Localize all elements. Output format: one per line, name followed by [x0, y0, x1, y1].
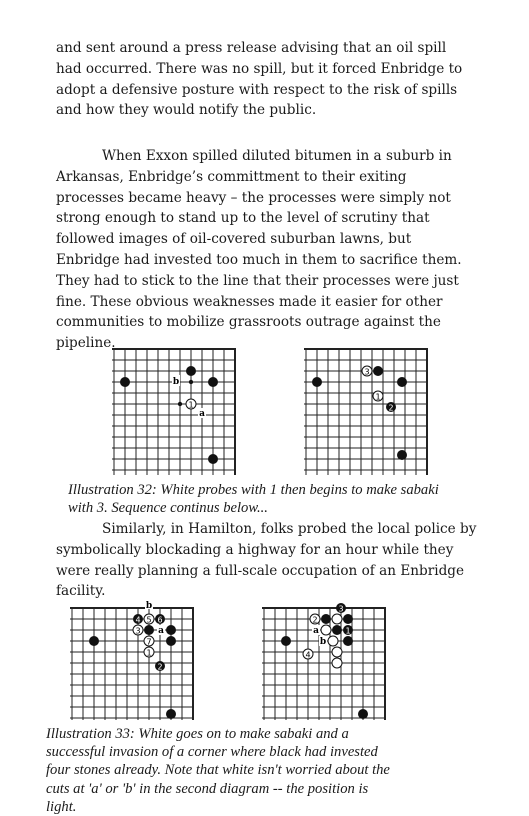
move-number-label: 2 — [312, 615, 318, 625]
move-number-label: 3 — [135, 626, 141, 636]
move-number-label: 1 — [345, 626, 351, 636]
black-stone — [144, 625, 154, 635]
black-stone — [397, 450, 407, 460]
black-stone — [89, 636, 99, 646]
move-number-label: 1 — [375, 392, 381, 402]
white-stone — [332, 614, 342, 624]
caption-illustration-33: Illustration 33: White goes on to make sabaki and a successful invasion of a corner where black had invested four stones already. Note that white isn't worried about the cuts at 'a' or 'b' in the second diagram -- the position is light. — [46, 726, 390, 815]
point-label-a: a — [313, 626, 319, 636]
black-stone — [373, 366, 383, 376]
move-number-label: 1 — [188, 400, 194, 410]
board-grid — [70, 608, 194, 720]
move-number-label: 2 — [157, 662, 163, 672]
white-stone — [328, 636, 338, 646]
move-number-label: 2 — [388, 403, 394, 413]
black-stone — [397, 377, 407, 387]
star-point — [178, 402, 182, 406]
move-number-label: 1 — [146, 648, 152, 658]
black-stone — [332, 625, 342, 635]
black-stone — [312, 377, 322, 387]
black-stone — [281, 636, 291, 646]
black-stone — [120, 377, 130, 387]
move-number-label: 4 — [135, 615, 141, 625]
black-stone — [321, 614, 331, 624]
black-stone — [166, 625, 176, 635]
star-point — [189, 380, 193, 384]
point-label-b: b — [172, 377, 180, 387]
paragraph-oil-spill-release: and sent around a press release advising that an oil spill had occurred. There was no spill, but it forced Enbridge to adopt a defensive posture with respect to the risk of spills and how they would notify the public. — [56, 40, 463, 119]
move-number-label: 3 — [338, 604, 344, 614]
white-stone — [321, 625, 331, 635]
board-grid — [262, 608, 386, 720]
black-stone — [343, 614, 353, 624]
move-number-label: 6 — [157, 615, 163, 625]
white-stone — [332, 658, 342, 668]
black-stone — [358, 709, 368, 719]
black-stone — [208, 377, 218, 387]
move-number-label: 3 — [364, 367, 370, 377]
go-diagram-32a — [108, 343, 240, 477]
move-number-label: 5 — [146, 615, 152, 625]
white-stone — [332, 647, 342, 657]
caption-illustration-32: Illustration 32: White probes with 1 then begins to make sabaki with 3. Sequence continus below... — [68, 482, 439, 517]
black-stone — [208, 454, 218, 464]
go-diagram-33a — [66, 600, 198, 720]
point-label-b: b — [145, 601, 153, 611]
point-label-b: b — [319, 637, 327, 647]
black-stone — [166, 636, 176, 646]
move-number-label: 4 — [305, 650, 311, 660]
point-label-a: a — [199, 409, 205, 419]
move-number-label: 7 — [146, 637, 152, 647]
point-label-a: a — [158, 626, 164, 636]
black-stone — [343, 636, 353, 646]
black-stone — [186, 366, 196, 376]
black-stone — [166, 709, 176, 719]
paragraph-exxon-arkansas: When Exxon spilled diluted bitumen in a suburb in Arkansas, Enbridge’s committment to their exiting processes became heavy – the processes were simply not strong enough to stand up to the level of scrutiny that followed images of oil-covered suburban lawns, but Enbridge had invested too much in them to sacrifice them. They had to stick to the line that their processes were just fine. These obvious weaknesses made it easier for other communities to mobilize grassroots outrage against the pipeline. — [56, 148, 462, 352]
go-diagram-33b — [258, 600, 390, 720]
go-diagram-32b — [300, 343, 432, 477]
paragraph-hamilton: Similarly, in Hamilton, folks probed the local police by symbolically blockading a highway for an hour while they were really planning a full-scale occupation of an Enbridge facility. — [56, 521, 477, 600]
board-grid — [112, 349, 236, 475]
